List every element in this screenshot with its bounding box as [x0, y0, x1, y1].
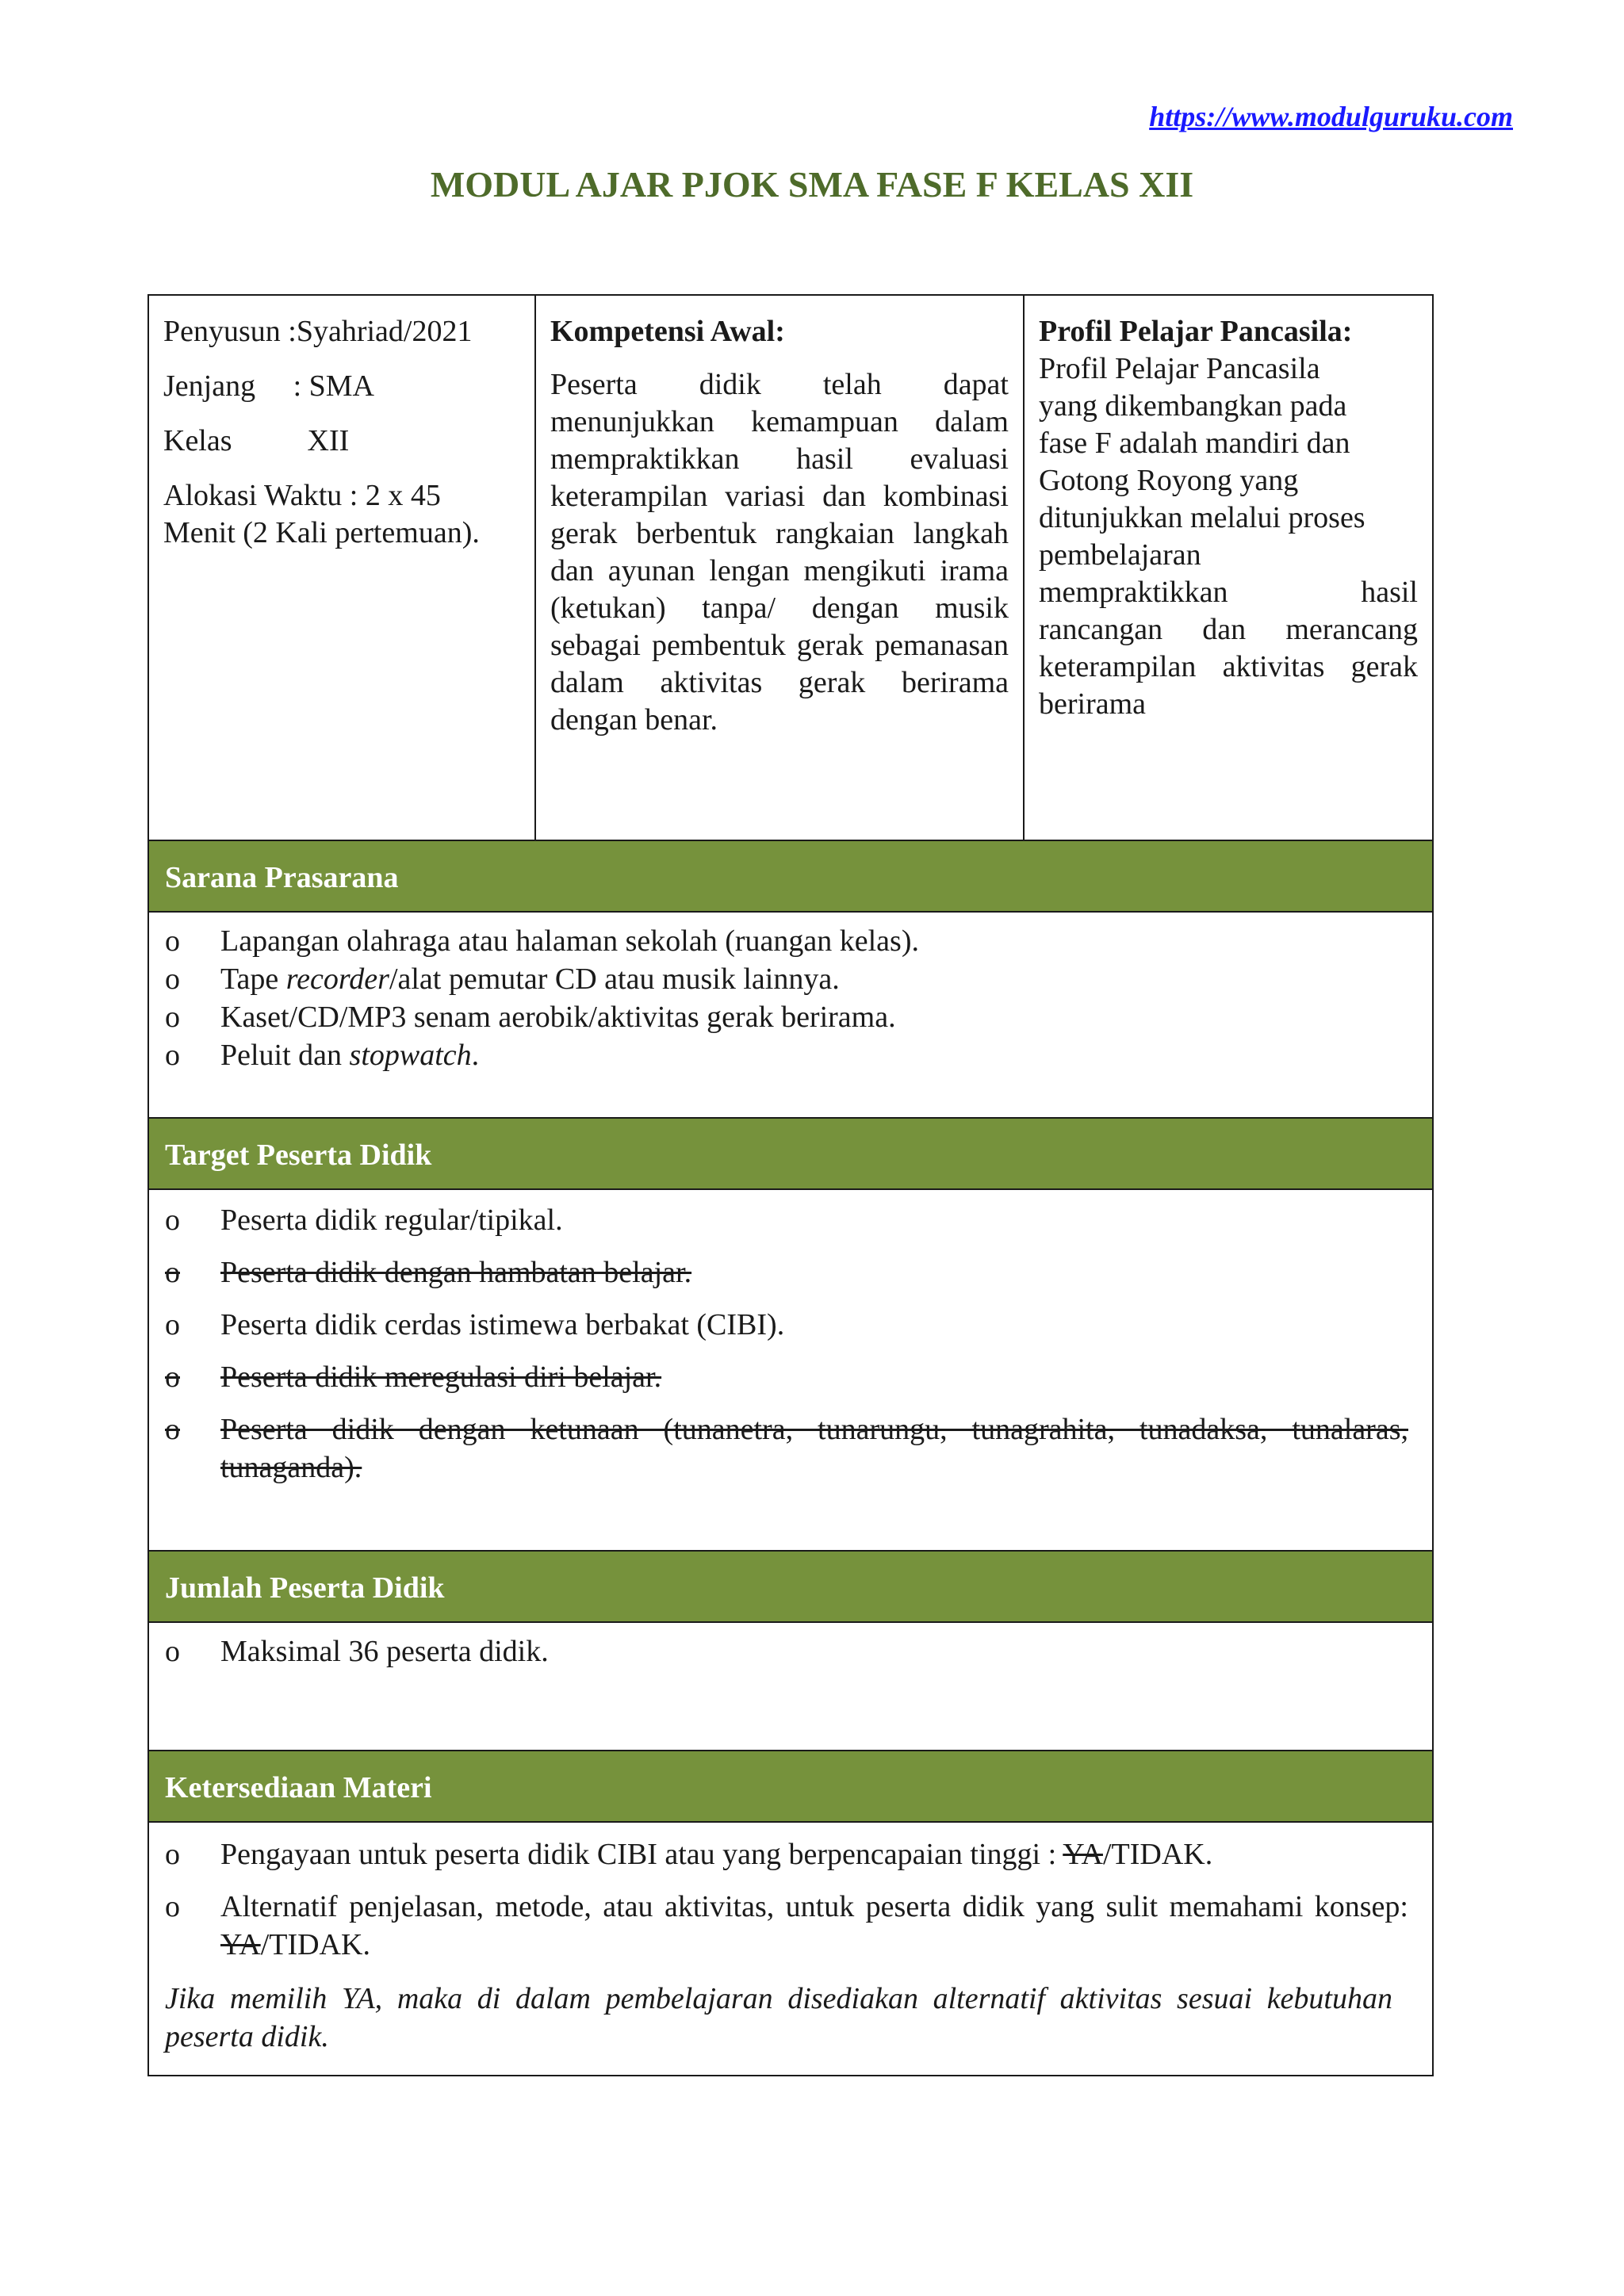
item-text: Peserta didik meregulasi diri belajar.: [220, 1360, 662, 1394]
bullet-icon: o: [165, 962, 180, 996]
profil-line: Profil Pelajar Pancasila: [1039, 352, 1320, 385]
bullet-icon: o: [165, 1635, 180, 1668]
item-text: /TIDAK.: [1102, 1838, 1213, 1871]
list-item: [149, 1835, 1432, 1873]
profil-line: pembelajaran: [1039, 538, 1201, 572]
kelas-text: Kelas XII: [163, 424, 350, 457]
bullet-icon: o: [165, 1413, 180, 1446]
bullet-icon: o: [165, 1890, 180, 1923]
bullet-icon: o: [165, 1039, 180, 1072]
list-item: [149, 1201, 1432, 1239]
list-item: [149, 1410, 1432, 1487]
sarana-prasarana-list: [149, 922, 1432, 1074]
bullet-icon: o: [165, 924, 180, 958]
alokasi-waktu-text: Alokasi Waktu : 2 x 45 Menit (2 Kali pertemuan).: [163, 479, 480, 549]
target-peserta-didik-heading: Target Peserta Didik: [149, 1117, 1432, 1190]
profil-pelajar-cell: [1025, 296, 1432, 841]
ketersediaan-materi-heading: Ketersediaan Materi: [149, 1750, 1432, 1823]
materi-note: Jika memilih YA, maka di dalam pembelajaran disediakan alternatif aktivitas sesuai kebutuhan peserta didik.: [165, 1982, 1392, 2053]
item-text: Kaset/CD/MP3 senam aerobik/aktivitas gerak berirama.: [220, 1001, 896, 1034]
item-text: Maksimal 36 peserta didik.: [220, 1635, 549, 1668]
list-item: [149, 1632, 1432, 1670]
profil-pelajar-heading: Profil Pelajar Pancasila:: [1039, 315, 1353, 348]
bullet-icon: o: [165, 1360, 180, 1394]
bullet-icon: o: [165, 1203, 180, 1237]
jumlah-peserta-didik-heading: Jumlah Peserta Didik: [149, 1550, 1432, 1623]
profil-line: ditunjukkan melalui proses: [1039, 501, 1365, 534]
item-text-italic: recorder: [285, 962, 389, 996]
list-item: [149, 1888, 1432, 1964]
struck-option: YA: [1063, 1838, 1103, 1871]
list-item: [149, 1358, 1432, 1396]
item-text: Lapangan olahraga atau halaman sekolah (ruangan kelas).: [220, 924, 919, 958]
bullet-icon: o: [165, 1308, 180, 1341]
item-text-italic: stopwatch: [349, 1039, 472, 1072]
item-text: /alat pemutar CD atau musik lainnya.: [389, 962, 840, 996]
penyusun-text: Penyusun :Syahriad/2021: [163, 315, 473, 348]
item-text: Peserta didik cerdas istimewa berbakat (CIBI).: [220, 1308, 785, 1341]
target-peserta-didik-list: [149, 1201, 1432, 1487]
list-item: [149, 922, 1432, 960]
item-text: Peserta didik dengan hambatan belajar.: [220, 1256, 692, 1289]
bullet-icon: o: [165, 1838, 180, 1871]
item-text: Peserta didik regular/tipikal.: [220, 1203, 563, 1237]
item-text: Tape: [220, 962, 286, 996]
item-text: /TIDAK.: [260, 1928, 370, 1961]
profil-line: Gotong Royong yang: [1039, 464, 1299, 497]
kompetensi-awal-heading: Kompetensi Awal:: [550, 315, 785, 348]
list-item: [149, 1306, 1432, 1344]
kompetensi-awal-cell: [536, 296, 1025, 841]
source-url-link[interactable]: https://www.modulguruku.com: [1149, 101, 1513, 132]
kompetensi-awal-text: Peserta didik telah dapat menunjukkan kemampuan dalam mempraktikkan hasil evaluasi keterampilan variasi dan kombinasi gerak berbentuk rangkaian langkah dan ayunan lengan mengikuti irama (ketukan) tanpa/ dengan musik sebagai pembentuk gerak pemanasan dalam aktivitas gerak berirama dengan benar.: [550, 368, 1009, 737]
list-item: [149, 1036, 1432, 1074]
list-item: [149, 998, 1432, 1036]
bullet-icon: o: [165, 1256, 180, 1289]
info-row: [149, 296, 1432, 841]
item-text: Alternatif penjelasan, metode, atau aktivitas, untuk peserta didik yang sulit memahami konsep:: [220, 1890, 1408, 1923]
struck-option: YA: [220, 1928, 261, 1961]
bullet-icon: o: [165, 1001, 180, 1034]
ketersediaan-materi-list: [149, 1835, 1432, 2056]
item-text: Peserta didik dengan ketunaan (tunanetra, tunarungu, tunagrahita, tunadaksa, tunalaras, tunaganda).: [220, 1413, 1408, 1484]
profil-line: yang dikembangkan pada: [1039, 389, 1347, 423]
profil-pelajar-text: mempraktikkan hasil rancangan dan merancang keterampilan aktivitas gerak berirama: [1039, 576, 1418, 721]
list-item: [149, 1253, 1432, 1292]
item-text: Pengayaan untuk peserta didik CIBI atau yang berpencapaian tinggi :: [220, 1838, 1063, 1871]
item-text: .: [471, 1039, 480, 1072]
list-item: [149, 960, 1432, 998]
sarana-prasarana-heading: Sarana Prasarana: [149, 840, 1432, 913]
jumlah-peserta-didik-list: [149, 1632, 1432, 1670]
jenjang-text: Jenjang : SMA: [163, 369, 374, 403]
module-table: [147, 294, 1434, 2076]
identity-cell: [149, 296, 536, 841]
document-title: MODUL AJAR PJOK SMA FASE F KELAS XII: [430, 164, 1194, 205]
profil-line: fase F adalah mandiri dan: [1039, 427, 1350, 460]
item-text: Peluit dan: [220, 1039, 350, 1072]
